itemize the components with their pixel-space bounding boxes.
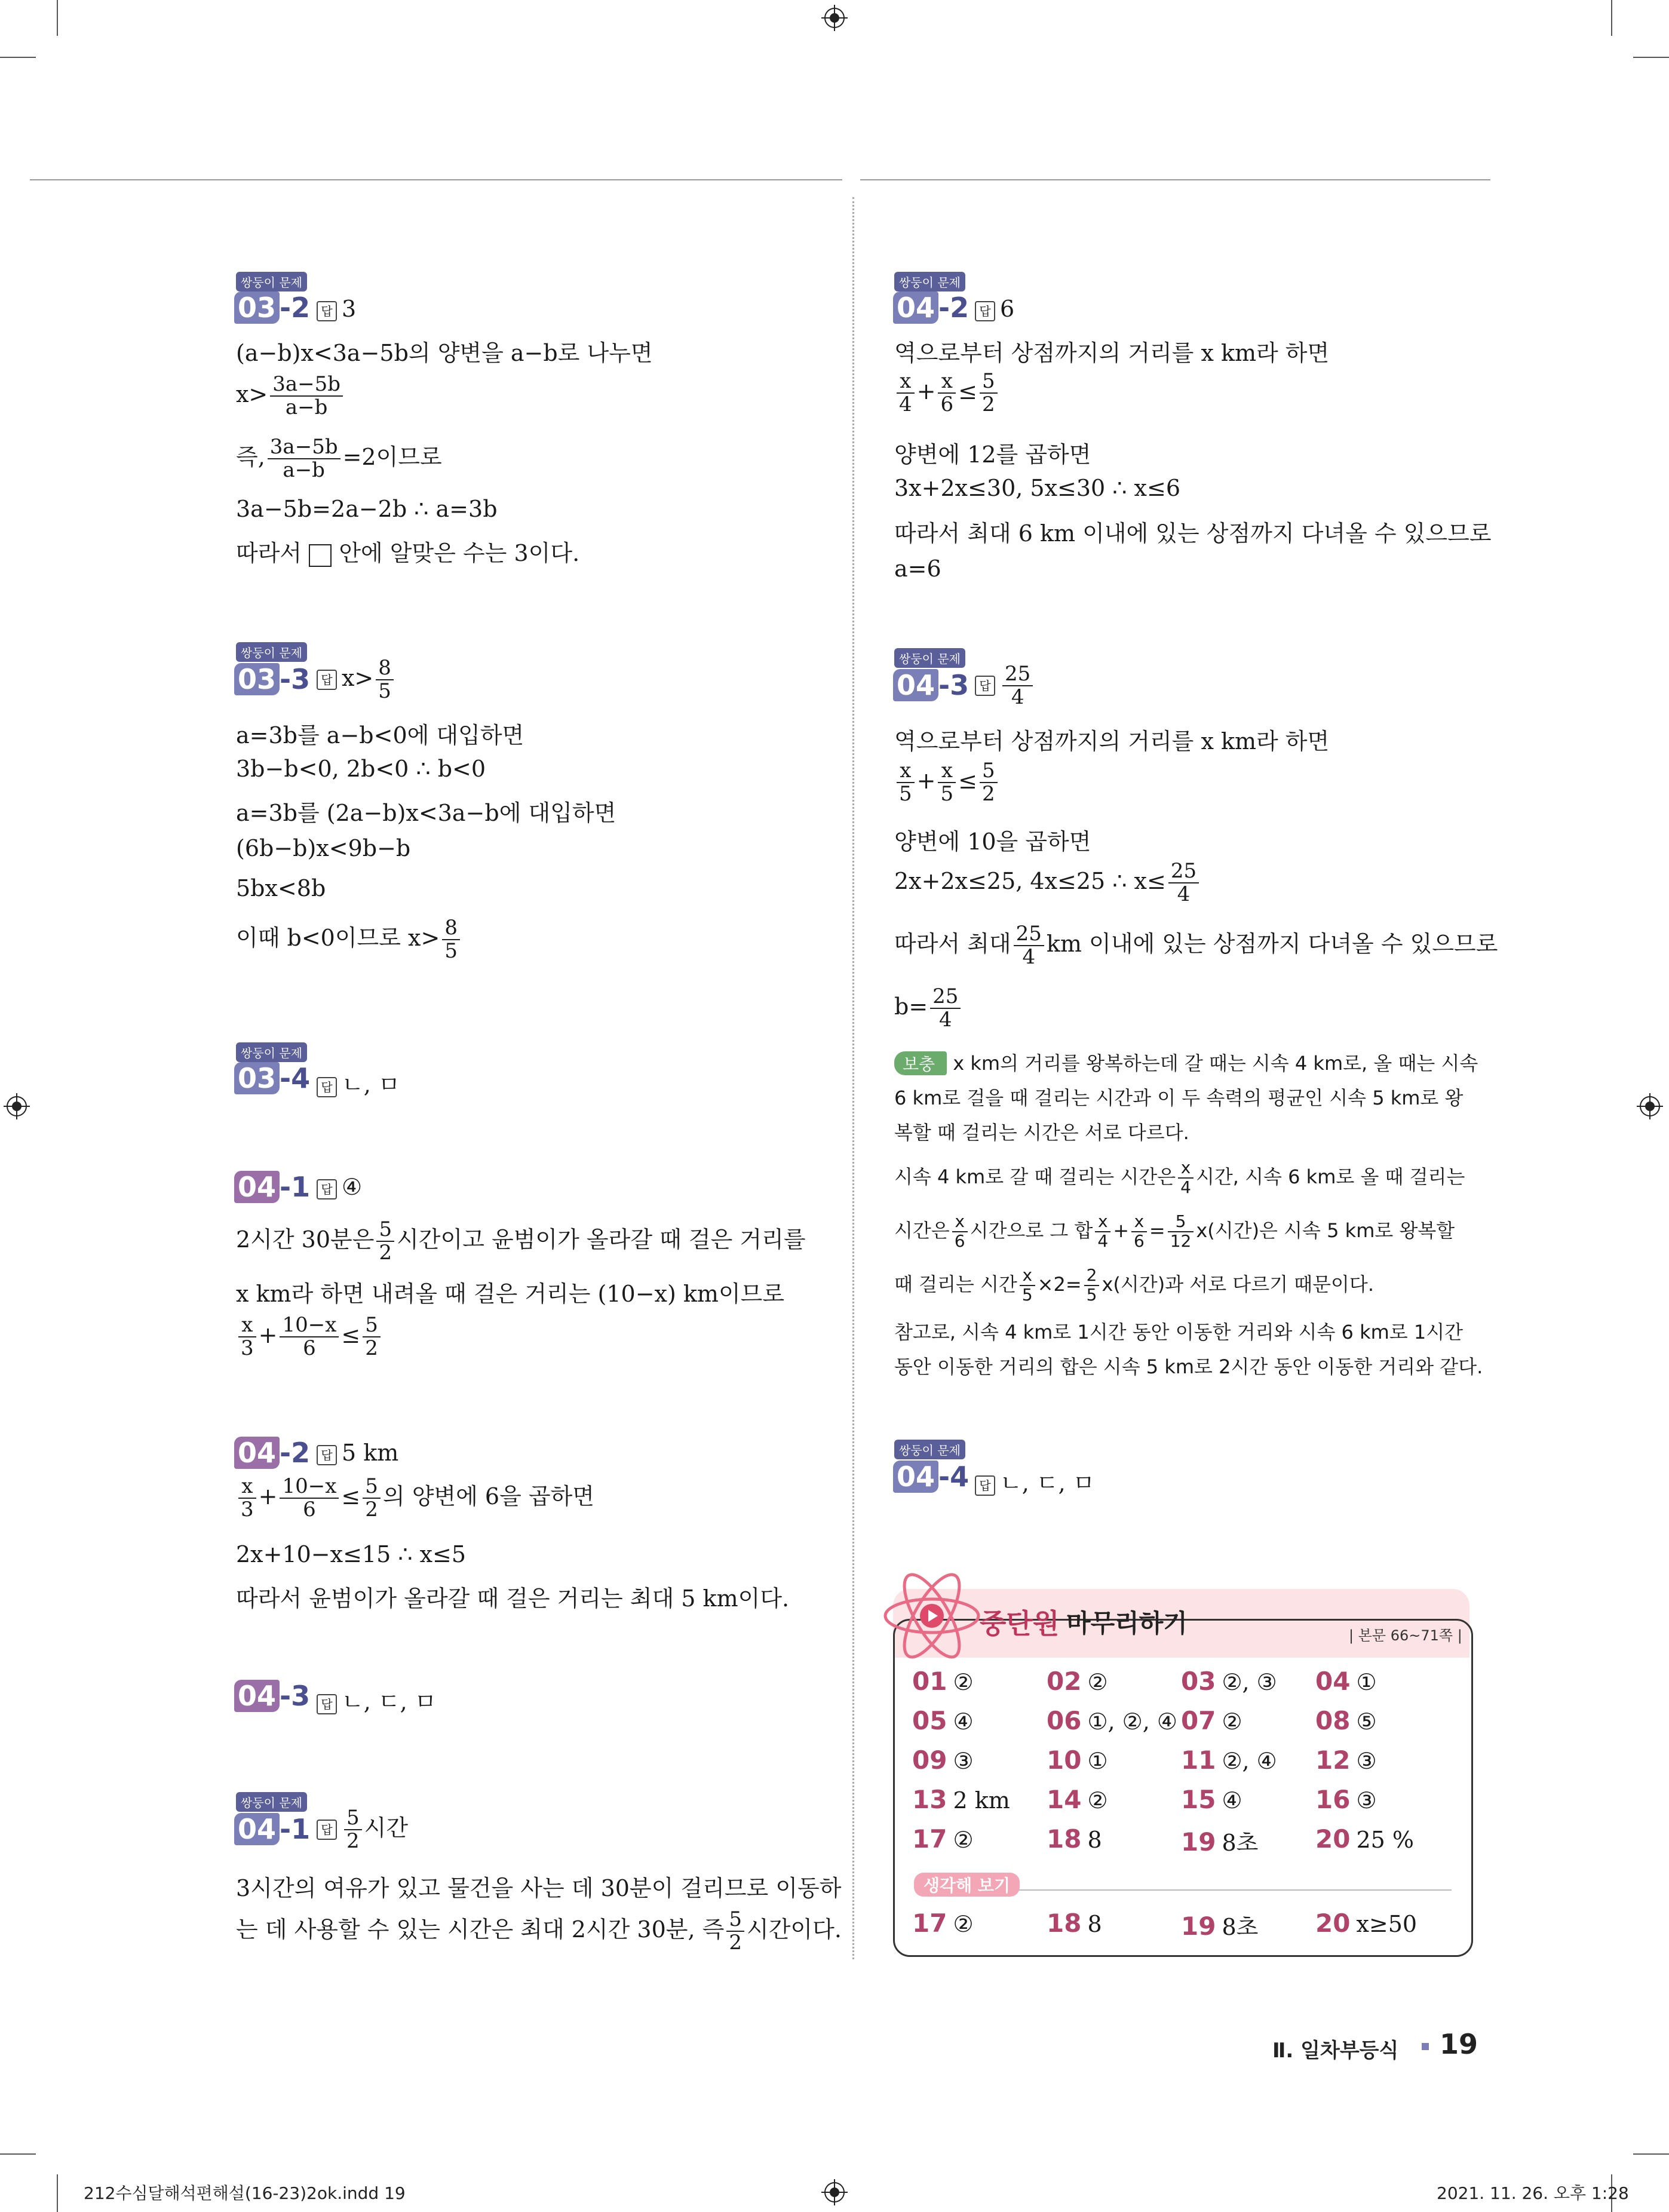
answer: 답 ㄴ, ㅁ bbox=[317, 1066, 400, 1099]
review-answer-item: 13 2 km bbox=[912, 1785, 1010, 1814]
registration-mark-icon bbox=[1637, 1093, 1663, 1119]
solution-line: 는 데 사용할 수 있는 시간은 최대 2시간 30분, 즉 $\frac{5}{2}$ 시간이다. bbox=[236, 1907, 842, 1955]
solution-line: a=3b를 a−b<0에 대입하면 bbox=[236, 722, 524, 748]
solution-line: $\frac{x}{5}$ + $\frac{x}{5}$ ≤ $\frac{5}{2}$ bbox=[894, 760, 1000, 806]
review-answer-item: 14 ② bbox=[1047, 1785, 1108, 1814]
answer-icon: 답 bbox=[317, 1445, 337, 1465]
review-answer-item: 19 8초 bbox=[1181, 1827, 1259, 1857]
atom-icon bbox=[881, 1565, 983, 1667]
problem-number: 04 -3 bbox=[234, 1680, 310, 1712]
answer-icon: 답 bbox=[317, 1077, 337, 1097]
crop-mark bbox=[57, 2174, 58, 2212]
answer-icon: 답 bbox=[317, 301, 337, 321]
think-divider bbox=[956, 1889, 1452, 1891]
answer-icon: 답 bbox=[317, 1820, 337, 1840]
review-answer-item: 18 8 bbox=[1047, 1824, 1102, 1854]
crop-mark bbox=[1611, 0, 1612, 36]
review-answer-item: 20 25 % bbox=[1315, 1824, 1414, 1854]
twin-problem-tag: 쌍둥이 문제 bbox=[894, 272, 965, 292]
solution-line: 즉, $\frac{3a-5b}{a-b}$ =2이므로 bbox=[236, 435, 442, 483]
solution-line: 2x+10−x≤15 ∴ x≤5 bbox=[236, 1541, 467, 1567]
solution-line: $\frac{x}{4}$ + $\frac{x}{6}$ ≤ $\frac{5}{2}$ bbox=[894, 370, 1000, 416]
note-line: 보충 x km의 거리를 왕복하는데 갈 때는 시속 4 km로, 올 때는 시속 bbox=[894, 1048, 1478, 1076]
problem-number: 03 -3 bbox=[234, 663, 310, 695]
twin-problem-tag: 쌍둥이 문제 bbox=[894, 648, 965, 668]
review-title: 중단원 bbox=[980, 1607, 1060, 1640]
review-answer-item: 12 ③ bbox=[1315, 1745, 1377, 1775]
twin-problem-tag: 쌍둥이 문제 bbox=[236, 642, 307, 662]
review-answer-item: 17 ② bbox=[912, 1824, 974, 1854]
solution-line: 양변에 10을 곱하면 bbox=[894, 829, 1091, 855]
answer: 답 x> $\frac{8}{5}$ bbox=[317, 657, 396, 703]
blank-box bbox=[309, 544, 332, 567]
twin-problem-tag: 쌍둥이 문제 bbox=[236, 272, 307, 292]
answer: 답 $\frac{5}{2}$ 시간 bbox=[317, 1807, 408, 1853]
registration-mark-icon bbox=[821, 5, 848, 31]
note-line: 시속 4 km로 갈 때 걸리는 시간은 $\frac{x}{4}$ 시간, 시속 6 km로 올 때 걸리는 bbox=[894, 1158, 1465, 1197]
review-extra-item: 19 8초 bbox=[1181, 1912, 1259, 1941]
solution-line: b= $\frac{25}{4}$ bbox=[894, 986, 963, 1032]
crop-mark bbox=[0, 57, 36, 58]
review-extra-item: 18 8 bbox=[1047, 1909, 1102, 1938]
review-answer-item: 16 ③ bbox=[1315, 1785, 1377, 1814]
solution-line: (a−b)x<3a−5b의 양변을 a−b로 나누면 bbox=[236, 340, 653, 366]
page-reference: | 본문 66~71쪽 | bbox=[1349, 1627, 1462, 1644]
review-answer-item: 08 ⑤ bbox=[1315, 1706, 1377, 1735]
solution-line: 따라서 안에 알맞은 수는 3이다. bbox=[236, 540, 580, 566]
review-answer-item: 07 ② bbox=[1181, 1706, 1242, 1735]
separator-dot bbox=[1422, 2043, 1429, 2050]
answer-icon: 답 bbox=[975, 676, 995, 696]
solution-line: 역으로부터 상점까지의 거리를 x km라 하면 bbox=[894, 340, 1330, 366]
solution-line: 역으로부터 상점까지의 거리를 x km라 하면 bbox=[894, 728, 1330, 754]
solution-line: 2시간 30분은 $\frac{5}{2}$ 시간이고 윤범이가 올라갈 때 걸은 거리를 bbox=[236, 1217, 806, 1265]
solution-line: 2x+2x≤25, 4x≤25 ∴ x≤ $\frac{25}{4}$ bbox=[894, 860, 1201, 906]
solution-line: 3a−5b=2a−2b ∴ a=3b bbox=[236, 496, 498, 522]
review-answer-item: 02 ② bbox=[1047, 1667, 1108, 1696]
solution-line: 3b−b<0, 2b<0 ∴ b<0 bbox=[236, 756, 486, 782]
note-badge: 보충 bbox=[894, 1051, 947, 1075]
problem-number: 03 -4 bbox=[234, 1062, 310, 1094]
problem-number: 04 -2 bbox=[234, 1437, 310, 1469]
problem-number: 04 -1 bbox=[234, 1813, 310, 1845]
twin-problem-tag: 쌍둥이 문제 bbox=[894, 1440, 965, 1459]
answer: 답 ④ bbox=[317, 1174, 362, 1200]
page-number: 19 bbox=[1440, 2028, 1478, 2060]
review-extra-item: 20 x≥50 bbox=[1315, 1909, 1418, 1938]
problem-number: 04 -3 bbox=[893, 669, 969, 701]
solution-line: 따라서 윤범이가 올라갈 때 걸은 거리는 최대 5 km이다. bbox=[236, 1585, 790, 1612]
review-answer-item: 01 ② bbox=[912, 1667, 974, 1696]
problem-number: 04 -4 bbox=[893, 1461, 969, 1493]
answer-icon: 답 bbox=[317, 670, 337, 690]
review-answer-item: 04 ① bbox=[1315, 1667, 1377, 1696]
note-line: 동안 이동한 거리의 합은 시속 5 km로 2시간 동안 이동한 거리와 같다. bbox=[894, 1355, 1483, 1378]
review-subtitle: 마무리하기 bbox=[1066, 1609, 1188, 1638]
solution-line: (6b−b)x<9b−b bbox=[236, 835, 411, 861]
solution-line: x> $\frac{3a-5b}{a-b}$ bbox=[236, 373, 345, 419]
solution-line: a=3b를 (2a−b)x<3a−b에 대입하면 bbox=[236, 800, 616, 826]
review-answer-item: 09 ③ bbox=[912, 1745, 974, 1775]
note-line: 참고로, 시속 4 km로 1시간 동안 이동한 거리와 시속 6 km로 1시간 bbox=[894, 1321, 1464, 1343]
crop-mark bbox=[0, 2153, 36, 2155]
chapter-label: Ⅱ. 일차부등식 bbox=[1272, 2039, 1399, 2063]
header-rule bbox=[860, 179, 1490, 180]
review-answer-item: 15 ④ bbox=[1181, 1785, 1242, 1814]
note-line: 때 걸리는 시간 $\frac{x}{5}$ ×2= $\frac{2}{5}$ x(시간)과 서로 다르기 때문이다. bbox=[894, 1265, 1375, 1305]
print-date: 2021. 11. 26. 오후 1:28 bbox=[1437, 2183, 1629, 2203]
answer: 답 ㄴ, ㄷ, ㅁ bbox=[317, 1683, 436, 1716]
review-answer-item: 05 ④ bbox=[912, 1706, 974, 1735]
think-badge: 생각해 보기 bbox=[914, 1873, 1020, 1897]
solution-line: 이때 b<0이므로 x> $\frac{8}{5}$ bbox=[236, 917, 462, 963]
solution-line: 3x+2x≤30, 5x≤30 ∴ x≤6 bbox=[894, 475, 1180, 501]
answer-icon: 답 bbox=[975, 1475, 995, 1496]
review-answer-item: 11 ②, ④ bbox=[1181, 1745, 1277, 1775]
solution-line: 따라서 최대 $\frac{25}{4}$ km 이내에 있는 상점까지 다녀올 수 있으므로 bbox=[894, 922, 1498, 970]
review-answer-item: 06 ①, ②, ④ bbox=[1047, 1706, 1177, 1735]
review-answer-item: 03 ②, ③ bbox=[1181, 1667, 1277, 1696]
answer: 답 6 bbox=[975, 296, 1014, 322]
solution-line: a=6 bbox=[894, 556, 941, 582]
review-answer-item: 10 ① bbox=[1047, 1745, 1108, 1775]
note-line: 시간은 $\frac{x}{6}$ 시간으로 그 합 $\frac{x}{4}$ + $\frac{x}{6}$ = $\frac{5}{12}$ x(시간)은 시속 5 km로 왕복할 bbox=[894, 1211, 1455, 1251]
note-line: 복할 때 걸리는 시간은 서로 다르다. bbox=[894, 1121, 1189, 1144]
solution-line: 5bx<8b bbox=[236, 875, 326, 901]
registration-mark-icon bbox=[821, 2179, 848, 2205]
answer-icon: 답 bbox=[317, 1694, 337, 1714]
solution-line: $\frac{x}{3}$ + $\frac{10-x}{6}$ ≤ $\frac{5}{2}$ bbox=[236, 1314, 383, 1360]
solution-line: 3시간의 여유가 있고 물건을 사는 데 30분이 걸리므로 이동하 bbox=[236, 1875, 842, 1901]
answer: 답 $\frac{25}{4}$ bbox=[975, 663, 1035, 709]
solution-line: x km라 하면 내려올 때 걸은 거리는 (10−x) km이므로 bbox=[236, 1281, 785, 1307]
column-divider bbox=[852, 197, 854, 1959]
header-rule bbox=[30, 179, 842, 180]
crop-mark bbox=[1633, 2153, 1669, 2155]
solution-line: 양변에 12를 곱하면 bbox=[894, 441, 1091, 468]
solution-line: 따라서 최대 6 km 이내에 있는 상점까지 다녀올 수 있으므로 bbox=[894, 520, 1492, 547]
crop-mark bbox=[57, 0, 58, 36]
file-info: 212수심달해석편해설(16-23)2ok.indd 19 bbox=[84, 2183, 406, 2203]
crop-mark bbox=[1633, 57, 1669, 58]
answer: 답 ㄴ, ㄷ, ㅁ bbox=[975, 1465, 1094, 1498]
answer: 답 5 km bbox=[317, 1440, 398, 1466]
answer: 답 3 bbox=[317, 296, 356, 322]
registration-mark-icon bbox=[4, 1093, 30, 1119]
solution-line: $\frac{x}{3}$ + $\frac{10-x}{6}$ ≤ $\frac{5}{2}$ 의 양변에 6을 곱하면 bbox=[236, 1475, 594, 1521]
review-extra-item: 17 ② bbox=[912, 1909, 974, 1938]
problem-number: 04 -1 bbox=[234, 1171, 310, 1203]
answer-icon: 답 bbox=[975, 301, 995, 321]
note-line: 6 km로 걸을 때 걸리는 시간과 이 두 속력의 평균인 시속 5 km로 왕 bbox=[894, 1087, 1464, 1109]
twin-problem-tag: 쌍둥이 문제 bbox=[236, 1042, 307, 1062]
twin-problem-tag: 쌍둥이 문제 bbox=[236, 1792, 307, 1812]
answer-icon: 답 bbox=[317, 1179, 337, 1199]
problem-number: 04 -2 bbox=[893, 292, 969, 324]
problem-number: 03 -2 bbox=[234, 292, 310, 324]
